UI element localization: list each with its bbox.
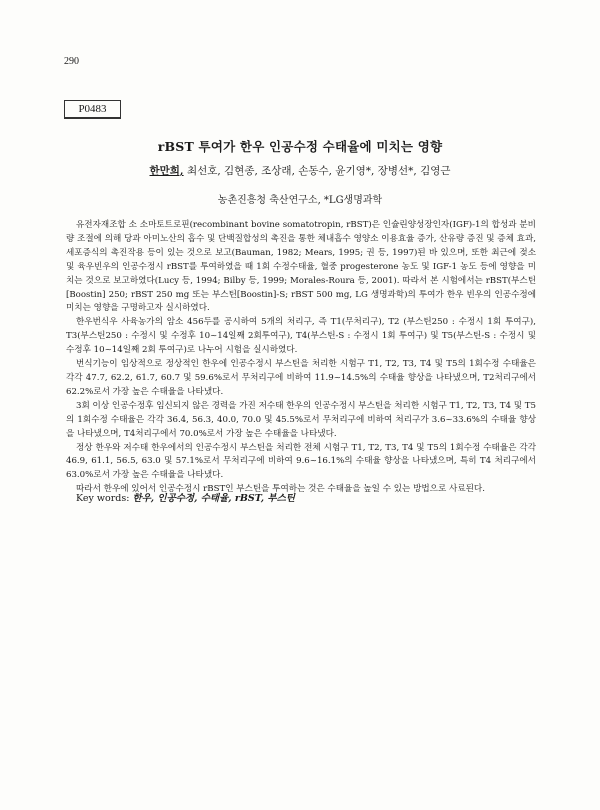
abstract-body	[66, 219, 536, 497]
abstract-id-box	[64, 100, 121, 119]
page-number: 290	[64, 56, 79, 67]
keywords-line	[76, 490, 295, 504]
author-list	[0, 163, 600, 178]
abstract-id: P0483	[78, 103, 107, 115]
abstract-paragraph: 유전자재조합 소 소마토트로핀(recombinant bovine somatotropin, rBST)은 인슐린양성장인자(IGF)-1의 합성과 분비량 조절에 의해 당과 아미노산의 흡수 및 단백질합성의 촉진을 통한 체내흡수 영양소 이용효율 증가, 산유량 증진 및 증체 효과, 세포증식의 촉진작용 등이 있는 것으로 보고(Bauman, 1982; Mears, 1995; 권 등, 1997)된 바 있으며, 또한 최근에 젖소 및 육우빈우의 인공수정시 rBST를 투여하였을 때 1회 수정수태율, 혈중 progesterone 농도 및 IGF-1 농도 등에 영향을 미치는 것으로 보고하였다(Lucy 등, 1994; Bilby 등, 1999; Morales-Roura 등, 2001). 따라서 본 시험에서는 rBST(부스틴[Boostin] 250; rBST 250 mg 또는 부스틴[Boostin]-S; rBST 500 mg, LG 생명과학)의 투여가 한우 빈우의 인공수정에 미치는 영향을 구명하고자 실시하였다.	[66, 220, 536, 314]
keywords-label: Key words:	[76, 493, 130, 504]
first-author: 한만희,	[149, 165, 184, 177]
abstract-paragraph: 번식기능이 임상적으로 정상적인 한우에 인공수정시 부스틴을 처리한 시험구 T1, T2, T3, T4 및 T5의 1회수정 수태율은 각각 47.7, 62.2, 61.7, 60.7 및 59.6%로서 무처리구에 비하여 11.9~14.5%의 수태율 향상을 나타냈으며, T2처리구에서 62.2%로서 가장 높은 수태율을 나타냈다.	[66, 359, 536, 397]
affiliation: 농촌진흥청 축산연구소, *LG생명과학	[217, 195, 383, 206]
abstract-paragraph: 3회 이상 인공수정후 임신되지 않은 경력을 가진 저수태 한우의 인공수정시 부스틴을 처리한 시험구 T1, T2, T3, T4 및 T5의 1회수정 수태율은 각각 36.4, 56.3, 40.0, 70.0 및 45.5%로서 무처리구에 비하여 처리구가 3.6~33.6%의 수태율 향상을 나타냈으며, T4처리구에서 70.0%로서 가장 높은 수태율을 나타냈다.	[66, 400, 536, 439]
keywords-list: 한우, 인공수정, 수태율, rBST, 부스틴	[132, 493, 295, 504]
abstract-paragraph: 따라서 한우에 있어서 인공수정시 rBST인 부스틴을 투여하는 것은 수태율을 높일 수 있는 방법으로 사료된다.	[76, 484, 485, 495]
co-authors: 최선호, 김현종, 조상래, 손동수, 윤기영*, 장병선*, 김영근	[186, 165, 451, 177]
abstract-paragraph: 정상 한우와 저수태 한우에서의 인공수정시 부스틴을 처리한 전체 시험구 T1, T2, T3, T4 및 T5의 1회수정 수태율은 각각 46.9, 61.1, 56.5, 63.0 및 57.1%로서 무처리구에 비하여 9.6~16.1%의 수태율 향상을 나타냈으며, 특히 T4 처리구에서 63.0%로서 가장 높은 수태율을 나타냈다.	[66, 442, 536, 481]
abstract-paragraph: 한우번식우 사육농가의 암소 456두를 공시하여 5개의 처리구, 즉 T1(무처리구), T2 (부스틴250 : 수정시 1회 투여구), T3(부스틴250 : 수정시 및 수정후 10~14일째 2회투여구), T4(부스틴-S : 수정시 1회 투여구) 및 T5(부스틴-S : 수정시 및 수정후 10~14일째 2회 투여구)로 나누어 시험을 실시하였다.	[66, 317, 536, 356]
paper-title: rBST 투여가 한우 인공수정 수태율에 미치는 영향	[157, 139, 443, 154]
